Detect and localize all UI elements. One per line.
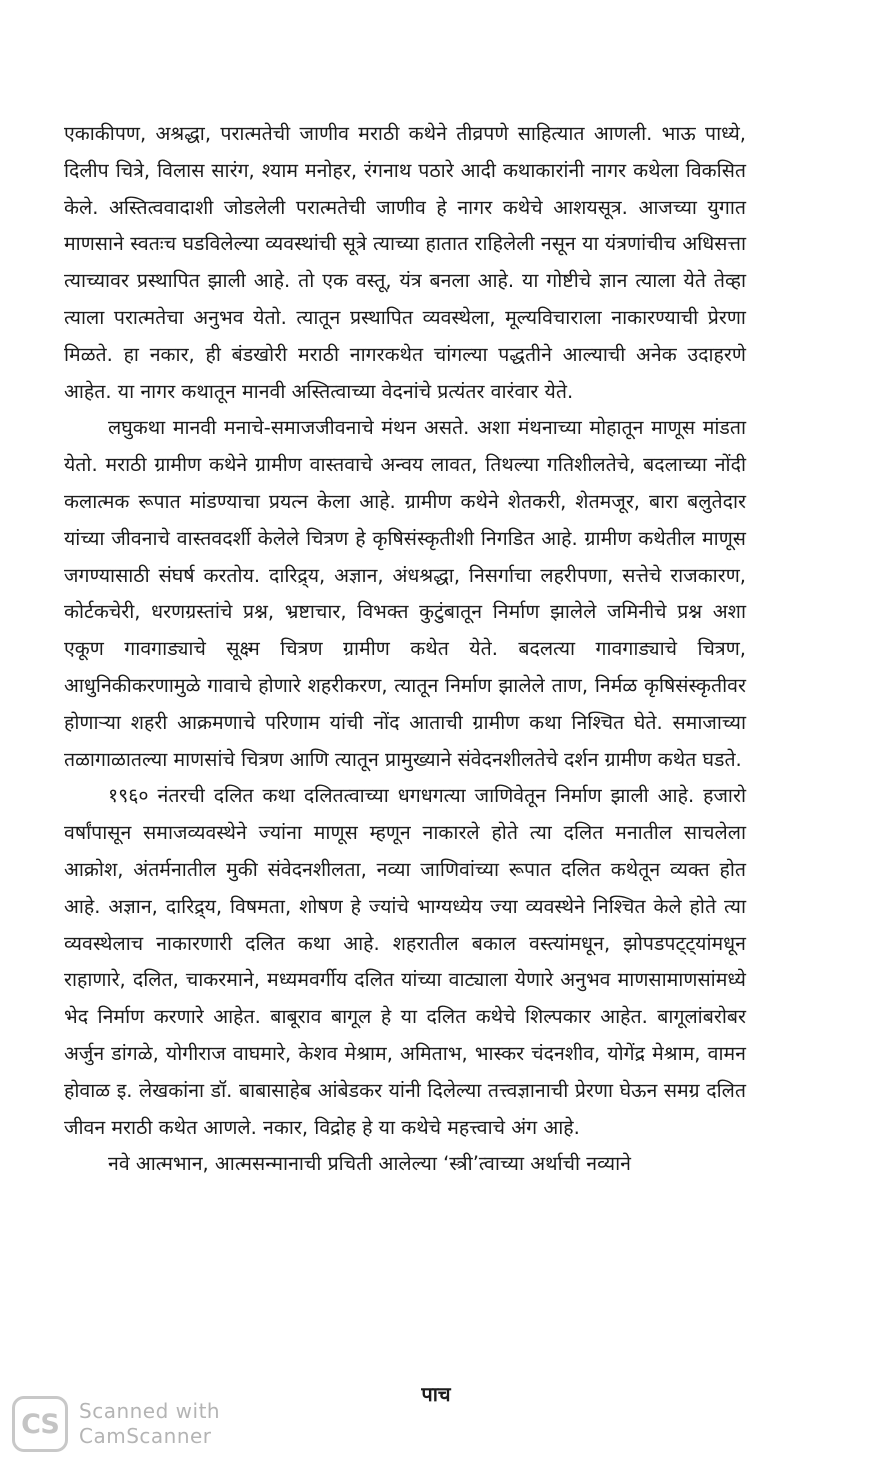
body-text bbox=[64, 116, 746, 1183]
page-number: पाच bbox=[421, 1382, 451, 1406]
paragraph-4: नवे आत्मभान, आत्मसन्मानाची प्रचिती आलेल्या ‘स्त्री’त्वाच्या अर्थाची नव्याने bbox=[108, 1152, 631, 1176]
paragraph-1: एकाकीपण, अश्रद्धा, परात्मतेची जाणीव मराठी कथेने तीव्रपणे साहित्यात आणली. भाऊ पाध्ये, दिलीप चित्रे, विलास सारंग, श्याम मनोहर, रंगनाथ पठारे आदी कथाकारांनी नागर कथेला विकसित केले. अस्तित्ववादाशी जोडलेली परात्मतेची जाणीव हे नागर कथेचे आशयसूत्र. आजच्या युगात माणसाने स्वतःच घडविलेल्या व्यवस्थांची सूत्रे त्याच्या हातात राहिलेली नसून या यंत्रणांचीच अधिसत्ता त्याच्यावर प्रस्थापित झाली आहे. तो एक वस्तू, यंत्र बनला आहे. या गोष्टीचे ज्ञान त्याला येते तेव्हा त्याला परात्मतेचा अनुभव येतो. त्यातून प्रस्थापित व्यवस्थेला, मूल्यविचाराला नाकारण्याची प्रेरणा मिळते. हा नकार, ही बंडखोरी मराठी नागरकथेत चांगल्या पद्धतीने आल्याची अनेक उदाहरणे आहेत. या नागर कथातून मानवी अस्तित्वाच्या वेदनांचे प्रत्यंतर वारंवार येते. bbox=[64, 122, 746, 403]
camscanner-watermark bbox=[12, 1394, 220, 1454]
paragraph-3: १९६० नंतरची दलित कथा दलितत्वाच्या धगधगत्या जाणिवेतून निर्माण झाली आहे. हजारो वर्षांपासून समाजव्यवस्थेने ज्यांना माणूस म्हणून नाकारले होते त्या दलित मनातील साचलेला आक्रोश, अंतर्मनातील मुकी संवेदनशीलता, नव्या जाणिवांच्या रूपात दलित कथेतून व्यक्त होत आहे. अज्ञान, दारिद्र्य, विषमता, शोषण हे ज्यांचे भाग्यध्येय ज्या व्यवस्थेने निश्चित केले होते त्या व्यवस्थेलाच नाकारणारी दलित कथा आहे. शहरातील बकाल वस्त्यांमधून, झोपडपट्ट्यांमधून राहाणारे, दलित, चाकरमाने, मध्यमवर्गीय दलित यांच्या वाट्याला येणारे अनुभव माणसामाणसांमध्ये भेद निर्माण करणारे आहेत. बाबूराव बागूल हे या दलित कथेचे शिल्पकार आहेत. बागूलांबरोबर अर्जुन डांगळे, योगीराज वाघमारे, केशव मेश्राम, अमिताभ, भास्कर चंदनशीव, योगेंद्र मेश्राम, वामन होवाळ इ. लेखकांना डॉ. बाबासाहेब आंबेडकर यांनी दिलेल्या तत्त्वज्ञानाची प्रेरणा घेऊन समग्र दलित जीवन मराठी कथेत आणले. नकार, विद्रोह हे या कथेचे महत्त्वाचे अंग आहे. bbox=[64, 784, 746, 1139]
paragraph-2: लघुकथा मानवी मनाचे-समाजजीवनाचे मंथन असते. अशा मंथनाच्या मोहातून माणूस मांडता येतो. मराठी ग्रामीण कथेने ग्रामीण वास्तवाचे अन्वय लावत, तिथल्या गतिशीलतेचे, बदलाच्या नोंदी कलात्मक रूपात मांडण्याचा प्रयत्न केला आहे. ग्रामीण कथेने शेतकरी, शेतमजूर, बारा बलुतेदार यांच्या जीवनाचे वास्तवदर्शी केलेले चित्रण हे कृषिसंस्कृतीशी निगडित आहे. ग्रामीण कथेतील माणूस जगण्यासाठी संघर्ष करतोय. दारिद्र्य, अज्ञान, अंधश्रद्धा, निसर्गाचा लहरीपणा, सत्तेचे राजकारण, कोर्टकचेरी, धरणग्रस्तांचे प्रश्न, भ्रष्टाचार, विभक्त कुटुंबातून निर्माण झालेले जमिनीचे प्रश्न अशा एकूण गावगाड्याचे सूक्ष्म चित्रण ग्रामीण कथेत येते. बदलत्या गावगाड्याचे चित्रण, आधुनिकीकरणामुळे गावाचे होणारे शहरीकरण, त्यातून निर्माण झालेले ताण, निर्मळ कृषिसंस्कृतीवर होणाऱ्या शहरी आक्रमणाचे परिणाम यांची नोंद आताची ग्रामीण कथा निश्चित घेते. समाजाच्या तळागाळातल्या माणसांचे चित्रण आणि त्यातून प्रामुख्याने संवेदनशीलतेचे दर्शन ग्रामीण कथेत घडते. bbox=[64, 416, 746, 771]
camscanner-logo-icon: CS bbox=[12, 1396, 68, 1452]
watermark-text bbox=[79, 1399, 220, 1449]
watermark-line-2: CamScanner bbox=[79, 1424, 212, 1448]
watermark-line-1: Scanned with bbox=[79, 1399, 221, 1423]
